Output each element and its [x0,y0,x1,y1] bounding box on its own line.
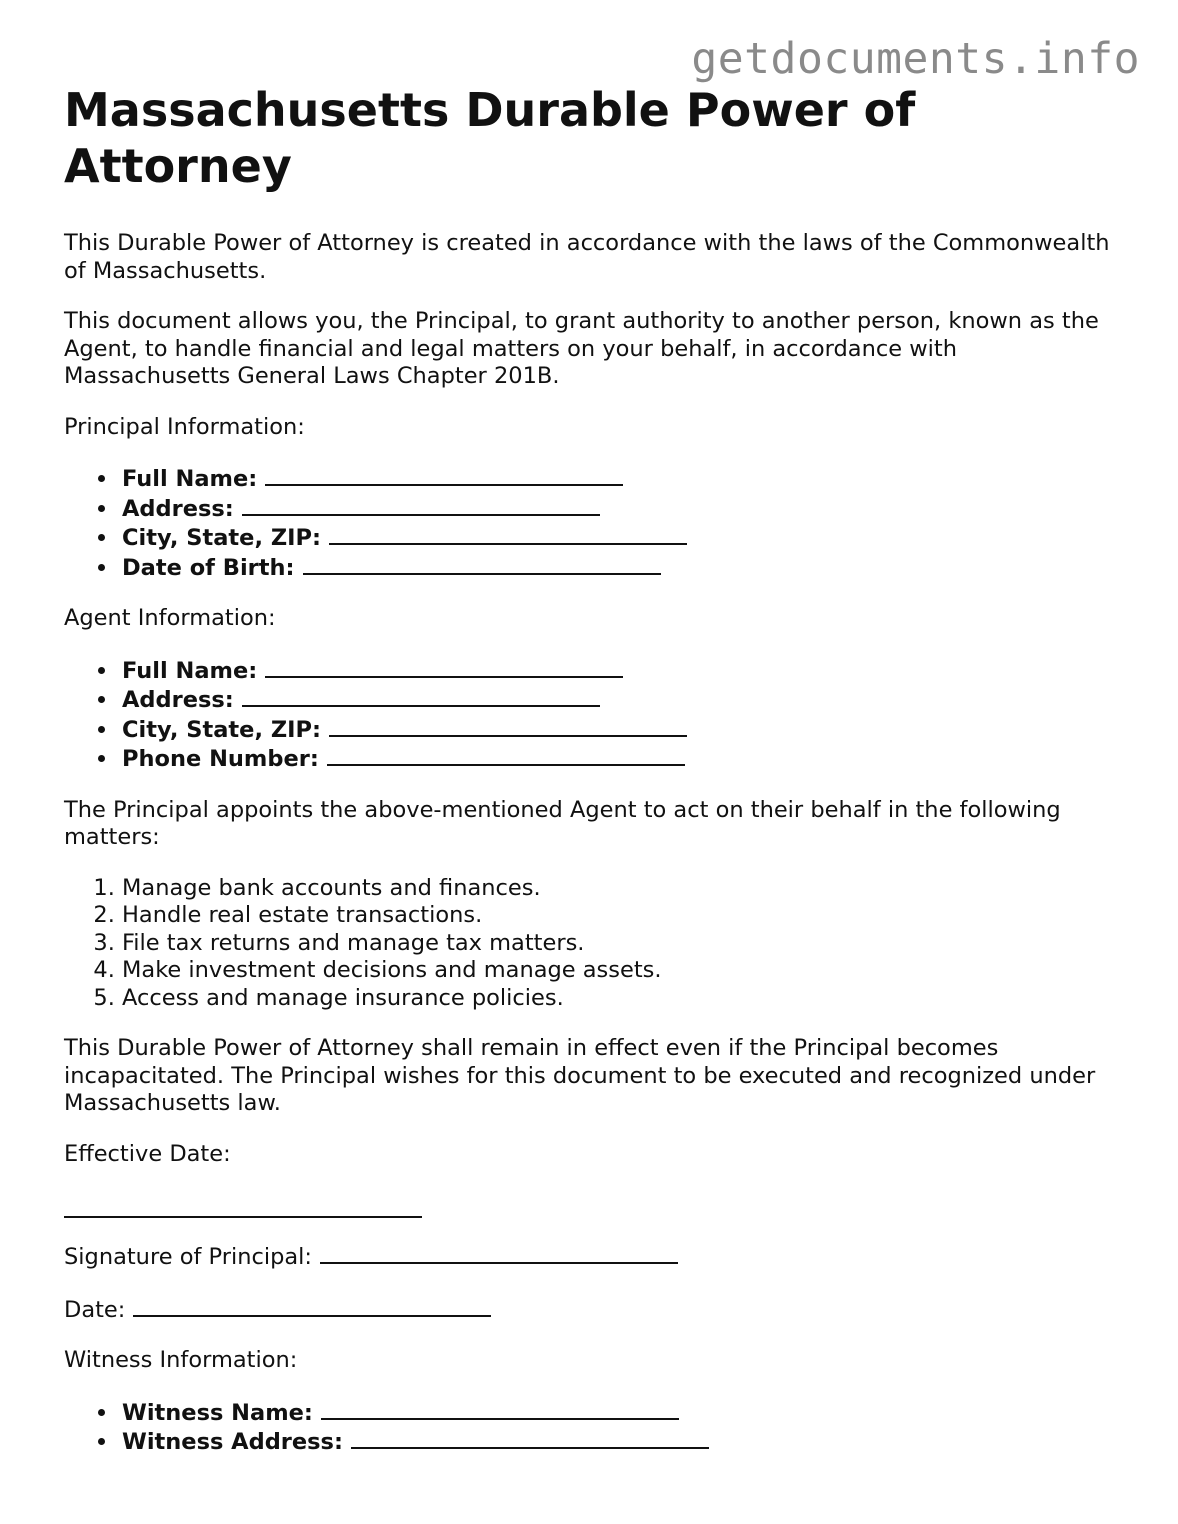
watermark-text: getdocuments.info [691,34,1140,84]
effective-date-fill-line[interactable] [64,1196,422,1218]
fill-line[interactable] [327,744,685,766]
fill-line[interactable] [242,685,600,707]
fill-line[interactable] [321,1398,679,1420]
witness-name-field[interactable]: Witness Name: [122,1398,1124,1428]
principal-heading: Principal Information: [64,413,305,440]
document-title: Massachusetts Durable Power of Attorney [64,83,916,193]
witness-heading: Witness Information: [64,1347,298,1373]
matter-item: 1. Manage bank accounts and finances. [122,875,1124,903]
effective-date-label: Effective Date: [64,1140,231,1167]
matter-item: 5. Access and manage insurance policies. [122,985,1124,1013]
matter-item: 2. Handle real estate transactions. [122,902,1124,930]
signature-fill-line[interactable] [320,1242,678,1264]
fill-line[interactable] [265,656,623,678]
agent-address-field[interactable]: Address: [122,685,1124,715]
effective-date-line-wrap [64,1196,1124,1222]
date-fill-line[interactable] [133,1295,491,1317]
fill-line[interactable] [242,494,600,516]
date-field: Date: [64,1295,1124,1325]
fill-line[interactable] [351,1427,709,1449]
witness-address-field[interactable]: Witness Address: [122,1427,1124,1457]
agent-city-state-zip-field[interactable]: City, State, ZIP: [122,715,1124,745]
description-paragraph: This document allows you, the Principal, to grant authority to another person, known as the Agent, to handle financial and legal matters on your behalf, in accordance with Massachusetts General Laws Chapter 201B. [64,308,1099,389]
fill-line[interactable] [303,553,661,575]
agent-fields [64,656,1124,774]
agent-heading: Agent Information: [64,605,276,631]
principal-fields [64,464,1124,582]
matter-item: 3. File tax returns and manage tax matters. [122,930,1124,958]
intro-paragraph: This Durable Power of Attorney is created in accordance with the laws of the Commonwealth of Massachusetts. [64,230,1110,284]
appointment-paragraph: The Principal appoints the above-mentioned Agent to act on their behalf in the following matters: [64,796,1061,850]
agent-full-name-field[interactable]: Full Name: [122,656,1124,686]
agent-phone-number-field[interactable]: Phone Number: [122,744,1124,774]
witness-fields [64,1398,1124,1457]
principal-address-field[interactable]: Address: [122,494,1124,524]
document-body [64,82,1124,1480]
fill-line[interactable] [329,523,687,545]
principal-city-state-zip-field[interactable]: City, State, ZIP: [122,523,1124,553]
durability-paragraph: This Durable Power of Attorney shall remain in effect even if the Principal becomes incapacitated. The Principal wishes for this document to be executed and recognized under Massachusetts law. [64,1035,1096,1116]
principal-full-name-field[interactable]: Full Name: [122,464,1124,494]
matter-item: 4. Make investment decisions and manage assets. [122,957,1124,985]
principal-signature-field: Signature of Principal: [64,1242,1124,1272]
fill-line[interactable] [329,715,687,737]
fill-line[interactable] [265,464,623,486]
principal-date-of-birth-field[interactable]: Date of Birth: [122,553,1124,583]
matters-list [64,875,1124,1013]
